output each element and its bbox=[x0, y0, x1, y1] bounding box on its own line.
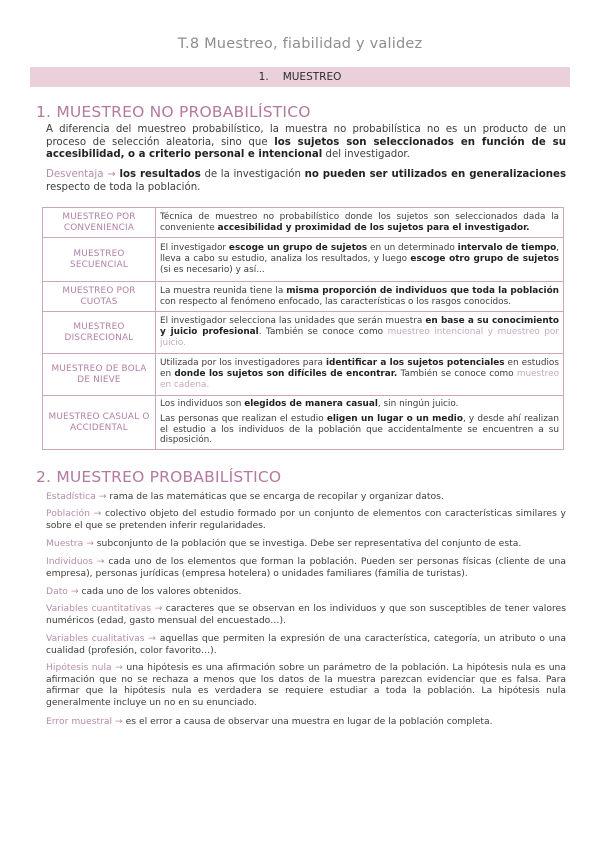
desc-text: Los individuos son bbox=[160, 399, 245, 409]
desc-text: El investigador selecciona las unidades que serán muestra bbox=[160, 316, 426, 327]
desc-bold: intervalo de tiempo bbox=[457, 243, 557, 254]
definition-term: Dato → bbox=[46, 586, 79, 597]
drawback-text-1: de la investigación bbox=[200, 169, 305, 180]
definition-term: Variables cualitativas → bbox=[46, 633, 156, 644]
type-name: MUESTREO POR CUOTAS bbox=[43, 282, 156, 312]
definition-text: cada uno de los valores obtenidos. bbox=[78, 586, 242, 597]
definition-term: Estadística → bbox=[46, 491, 107, 502]
desc-alt-name: muestreo intencional y muestreo por juicio. bbox=[160, 327, 559, 348]
sampling-types-table bbox=[42, 207, 564, 450]
definition-term: Población → bbox=[46, 508, 102, 519]
type-description bbox=[156, 396, 564, 450]
type-name: MUESTREO POR CONVENIENCIA bbox=[43, 208, 156, 238]
intro-paragraph bbox=[46, 124, 566, 162]
desc-text: Utilizada por los investigadores para bbox=[160, 358, 326, 369]
drawback-bold-1: los resultados bbox=[115, 169, 201, 180]
definition-text: colectivo objeto del estudio formado por un conjunto de elementos con características similares y sobre el que se pretenden inferir regularidades. bbox=[46, 508, 566, 531]
type-name: MUESTREO CASUAL O ACCIDENTAL bbox=[43, 396, 156, 450]
intro-text-end: del investigador. bbox=[322, 149, 410, 161]
desc-bold: identificar a los sujetos potenciales bbox=[325, 358, 505, 369]
table-row bbox=[43, 282, 564, 312]
banner-label: MUESTREO bbox=[282, 71, 342, 83]
definition-item bbox=[46, 633, 566, 656]
desc-text: , sin ningún juicio. bbox=[377, 399, 459, 409]
definition-term: Individuos → bbox=[46, 556, 105, 567]
definition-item bbox=[46, 538, 566, 550]
drawback-text-2: respecto de toda la población. bbox=[46, 181, 201, 193]
heading-probabilistico: 2. MUESTREO PROBABILÍSTICO bbox=[36, 468, 282, 486]
desc-text: La muestra reunida tiene la bbox=[160, 285, 287, 296]
table-row bbox=[43, 354, 564, 396]
definition-item bbox=[46, 603, 566, 626]
desc-text: El investigador bbox=[160, 243, 229, 254]
desc-text: Técnica de muestreo no probabilístico donde los sujetos son seleccionados dada la conveniente bbox=[160, 211, 559, 233]
desc-text: , y desde ahí realizan el estudio a los individuos de la población que accidentalmente se encuentren a su disposición. bbox=[160, 413, 559, 446]
type-name: MUESTREO SECUENCIAL bbox=[43, 238, 156, 282]
definition-item bbox=[46, 508, 566, 531]
desc-text: en un determinado bbox=[367, 243, 458, 254]
desc-bold: misma proporción de individuos que toda la población bbox=[286, 285, 559, 296]
definition-text: aquellas que permiten la expresión de una característica, categoría, un atributo o una cualidad (profesión, color favorito…). bbox=[46, 633, 567, 656]
definition-item bbox=[46, 491, 566, 503]
definition-term: Hipótesis nula → bbox=[46, 662, 123, 673]
desc-text: Las personas que realizan el estudio bbox=[160, 413, 327, 424]
definition-item bbox=[46, 716, 566, 728]
type-description bbox=[156, 238, 564, 282]
drawback-term: Desventaja → bbox=[46, 169, 116, 180]
desc-bold: en base a su conocimiento y juicio profesional bbox=[160, 316, 559, 338]
table-row bbox=[43, 396, 564, 450]
definition-item bbox=[46, 586, 566, 598]
definition-text: es el error a causa de observar una muestra en lugar de la población completa. bbox=[122, 716, 493, 727]
definition-term: Error muestral → bbox=[46, 716, 123, 727]
type-description bbox=[156, 354, 564, 396]
desc-alt-name: muestreo en cadena. bbox=[160, 369, 560, 390]
definition-text: subconjunto de la población que se investiga. Debe ser representativa del conjunto de esta. bbox=[93, 538, 522, 549]
table-row bbox=[43, 238, 564, 282]
definition-term: Muestra → bbox=[46, 538, 94, 549]
type-name: MUESTREO DISCRECIONAL bbox=[43, 312, 156, 354]
type-name: MUESTREO DE BOLA DE NIEVE bbox=[43, 354, 156, 396]
desc-bold: accesibilidad y proximidad de los sujetos para el investigador. bbox=[217, 222, 530, 233]
desc-paragraph bbox=[160, 414, 559, 446]
section-banner bbox=[30, 67, 570, 87]
desc-text: con respecto al fenómeno enfocado, las características o los rasgos conocidos. bbox=[160, 296, 512, 307]
definition-text: rama de las matemáticas que se encarga de recopilar y organizar datos. bbox=[106, 491, 444, 502]
intro-text: A diferencia del muestreo probabilístico, la muestra no probabilística no es un producto de un proceso de selección aleatoria, sino que bbox=[46, 124, 566, 148]
definition-item bbox=[46, 556, 566, 579]
definition-text: una hipótesis es una afirmación sobre un parámetro de la población. La hipótesis nula es una afirmación que no se rechaza a menos que los datos de la muestra parezcan evidenciar que es falsa. Para afirmar que la hipótesis nula es verdadera se requiere estudiar a toda la población. La hipótesis nula generalmente incluye un no en su enunciado. bbox=[46, 662, 566, 708]
desc-text: en estudios en bbox=[160, 358, 559, 380]
type-description bbox=[156, 312, 564, 354]
table-row bbox=[43, 312, 564, 354]
type-description bbox=[156, 282, 564, 312]
page-title: T.8 Muestreo, fiabilidad y validez bbox=[177, 36, 423, 52]
desc-paragraph bbox=[160, 399, 559, 410]
desc-text: . También se conoce como bbox=[258, 327, 388, 338]
banner-number: 1. bbox=[258, 71, 269, 83]
intro-bold: los sujetos son seleccionados en función de su accesibilidad, o a criterio personal e intencional bbox=[46, 136, 566, 161]
desc-bold: donde los sujetos son difíciles de encontrar. bbox=[174, 369, 398, 380]
desc-text: También se conoce como bbox=[397, 369, 517, 380]
table-row bbox=[43, 208, 564, 238]
drawback-paragraph bbox=[46, 169, 566, 194]
desc-text: (si es necesario) y así... bbox=[160, 264, 265, 275]
desc-bold: escoge un grupo de sujetos bbox=[228, 243, 368, 254]
drawback-bold-2: no pueden ser utilizados en generalizaciones bbox=[304, 169, 567, 180]
definition-term: Variables cuantitativas → bbox=[46, 603, 163, 614]
desc-bold: elegidos de manera casual bbox=[244, 399, 378, 409]
definition-text: cada uno de los elementos que forman la población. Pueden ser personas físicas (cliente de una empresa), personas jurídicas (empresa hotelera) o unidades familiares (familia de turistas). bbox=[46, 556, 566, 579]
definition-text: caracteres que se observan en los individuos y que son susceptibles de tener valores numéricos (edad, gasto mensual del encuestado…). bbox=[46, 603, 566, 626]
type-description bbox=[156, 208, 564, 238]
desc-text: , lleva a cabo su estudio, analiza los resultados, y luego bbox=[160, 243, 559, 265]
desc-bold: eligen un lugar o un medio bbox=[326, 413, 463, 424]
heading-no-probabilistico: 1. MUESTREO NO PROBABILÍSTICO bbox=[36, 103, 311, 121]
definition-item bbox=[46, 662, 566, 708]
desc-bold: escoge otro grupo de sujetos bbox=[410, 254, 559, 265]
